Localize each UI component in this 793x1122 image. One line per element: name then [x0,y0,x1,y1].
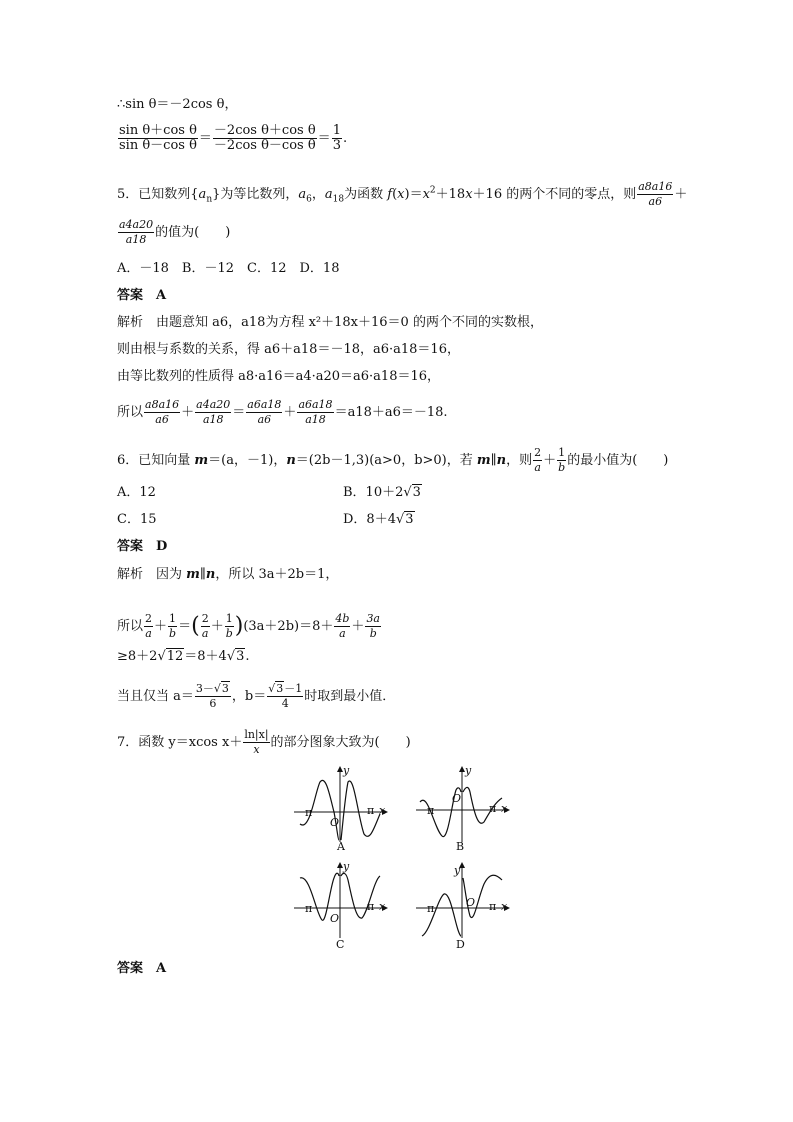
denominator: a6 [648,195,663,208]
fraction [365,612,381,641]
pi-label: π [367,804,375,817]
graph-letter: D [456,938,465,951]
text: C．15 [117,512,157,527]
fraction-equation [117,124,347,153]
y-axis-label: y [343,764,350,777]
answer-6 [117,538,167,556]
fraction [144,398,180,427]
origin-label: O [466,896,476,909]
graph-letter: A [337,840,345,853]
radicand: 3 [236,649,245,664]
text: ＋ [283,405,297,420]
denominator: 6 [209,697,217,710]
origin-label: O [330,816,340,829]
radicand: 12 [166,649,184,664]
fraction [243,728,269,757]
paren: ) [234,613,244,639]
fraction [118,218,154,247]
pi-label: π [489,900,497,913]
denominator: b [225,627,233,640]
paren: ( [191,613,200,639]
numerator: 1 [332,123,341,138]
y-axis-label: y [343,860,350,873]
x-axis-label: x [501,802,508,815]
numerator: a8a16 [638,180,673,193]
graph-a [290,762,390,852]
text: 则由根与系数的关系，得 a6＋a18＝－18，a6·a18＝16， [117,342,460,357]
denominator: b [558,461,566,474]
fraction [267,682,303,711]
question-5-options [117,260,339,278]
fraction [246,398,282,427]
numerator: 1 [225,612,233,625]
text: 5．已知数列{ [117,187,199,202]
var: x [422,187,430,202]
text: ＋ [351,619,365,634]
text: 的值为( ) [155,225,231,240]
text: 所以 [117,405,144,420]
numerator: ln|x| [244,728,269,741]
denominator: x [253,743,260,756]
var: x [397,187,405,202]
text: 答案 A [117,288,167,303]
text: ＋ [674,187,688,202]
text: ，所以 3a＋2b＝1， [215,567,339,582]
parallel-symbol: ∥ [199,567,206,582]
denominator: a [339,627,346,640]
y-axis-label: y [454,864,461,877]
fraction [144,612,153,641]
option-6c [117,511,157,529]
fraction [195,682,231,711]
graph-b [412,762,512,852]
numerator: a8a16 [145,398,180,411]
fraction [332,124,342,153]
numerator: 2 [201,612,209,625]
text: 解析 由题意知 a6，a18为方程 x²＋18x＋16＝0 的两个不同的实数根， [117,315,543,330]
numerator: －2cos θ＋cos θ [213,123,316,138]
text: ，b＝ [231,689,267,704]
solution-5-line-1 [117,314,543,332]
denominator: a18 [202,413,224,426]
text: 6．已知向量 [117,453,195,468]
text: ＝(a，－1)， [208,453,287,468]
graph-letter: B [456,840,465,853]
text: ＝ [232,405,246,420]
fraction [334,612,350,641]
numerator: sin θ＋cos θ [119,123,197,138]
radicand: 3 [412,485,421,500]
vector-n: n [496,453,507,468]
numerator: 2 [534,446,542,459]
text: ＋16 的两个不同的零点，则 [472,187,637,202]
fraction [195,398,231,427]
text: 7．函数 y＝xcos x＋ [117,735,243,750]
denominator: b [169,627,177,640]
solution-5-line-3 [117,368,440,386]
var: x [465,187,473,202]
text: )＝ [404,187,423,202]
numerator: a4a20 [119,218,154,231]
text: 的部分图象大致为( ) [270,735,411,750]
text: 的最小值为( ) [567,453,669,468]
numerator: 4b [335,612,350,625]
denominator: a [201,627,209,640]
equals: ＝ [317,131,331,146]
solution-6-line-4 [117,682,395,711]
text: 答案 A [117,961,167,976]
graph-letter: C [336,938,345,951]
answer-7 [117,960,166,978]
text: 3－ [195,682,214,695]
subscript: 6 [306,194,312,205]
text: ＋18 [435,187,466,202]
question-6 [117,446,668,475]
text: ( [392,187,398,202]
subscript: n [206,194,213,205]
numerator: a6a18 [298,398,333,411]
neg-pi-label: －π [416,804,435,817]
denominator: a6 [155,413,169,426]
text: A．12 [117,485,156,500]
numerator: 2 [145,612,153,625]
x-axis-label: x [379,804,386,817]
text: ＋ [210,619,224,634]
vector-n: n [286,453,296,468]
numerator: 1 [169,612,177,625]
text: B．10＋2 [343,485,404,500]
text: 所以 [117,619,144,634]
radicand: 3 [276,682,284,695]
text: ＝a18＋a6＝－18. [334,405,448,420]
solution-5-line-2 [117,341,460,359]
question-5 [117,180,687,209]
pi-label: π [489,802,497,815]
denominator: a18 [305,413,326,426]
text: 为函数 [344,187,388,202]
text: D．8＋4 [343,512,396,527]
var: f [387,187,393,202]
numerator: 3a [366,612,380,625]
origin-label: O [452,792,462,805]
solution-6-line-2 [117,612,382,641]
denominator: a [534,461,541,474]
numerator: 1 [558,446,566,459]
text: ＝(2b－1,3)(a>0，b>0)，若 [295,453,477,468]
text: ＝ [178,619,192,634]
parallel-symbol: ∥ [490,453,497,468]
x-axis-label: x [379,900,386,913]
option-6a [117,484,156,502]
text: A．－18 B．－12 C．12 D．18 [117,261,340,276]
solution-5-line-4 [117,398,448,427]
neg-pi-label: －π [294,902,313,915]
vector-m: m [194,453,209,468]
pi-label: π [367,900,375,913]
vector-m: m [186,567,200,582]
x-axis-label: x [501,900,508,913]
denominator: b [369,627,377,640]
fraction [297,398,333,427]
denominator: －2cos θ－cos θ [213,138,316,153]
solution-line [117,96,237,114]
option-6d: D．8＋4√3 [343,512,414,527]
text: ∴sin θ＝－2cos θ， [117,97,238,112]
denominator: 4 [281,697,289,710]
fraction [213,124,317,153]
text: (3a＋2b)＝8＋ [243,619,334,634]
text: . [245,649,250,664]
text: }为等比数列， [212,187,299,202]
text: 答案 D [117,539,168,554]
fraction [225,612,234,641]
text: ，则 [506,453,533,468]
text: 由等比数列的性质得 a8·a16＝a4·a20＝a6·a18＝16， [117,369,441,384]
text: ＝8＋4 [184,649,227,664]
numerator: √3－1 [268,682,303,695]
fraction [637,180,673,209]
question-7 [117,728,411,757]
text: 当且仅当 a＝ [117,689,194,704]
denominator: a18 [125,233,147,246]
subscript: 18 [332,194,345,205]
text: ＋ [181,405,195,420]
text: ≥8＋2 [117,649,158,664]
origin-label: O [330,912,340,925]
radicand: 3 [221,682,229,695]
fraction [168,612,177,641]
var: a [298,187,307,202]
solution-6-line-1 [117,566,338,584]
graph-d [412,858,512,950]
text: 时取到最小值． [304,689,396,704]
period: . [342,131,348,146]
denominator: 3 [332,138,341,153]
equals: ＝ [198,131,212,146]
vector-n: n [205,567,216,582]
var: a [324,187,333,202]
text: －1 [284,682,303,695]
solution-6-line-3: ≥8＋2√12＝8＋4√3. [117,649,250,664]
denominator: sin θ－cos θ [119,138,197,153]
question-5-cont [117,218,230,247]
fraction [118,124,198,153]
option-6b: B．10＋2√3 [343,485,421,500]
fraction [533,446,542,475]
fraction [557,446,566,475]
numerator: a4a20 [196,398,231,411]
neg-pi-label: －π [294,806,313,819]
numerator: 3－√3 [195,682,229,695]
graph-c [290,858,390,950]
denominator: a6 [257,413,272,426]
var: a [198,187,207,202]
text: 解析 因为 [117,567,187,582]
text: ＋ [154,619,168,634]
denominator: a [145,627,152,640]
fraction [201,612,210,641]
neg-pi-label: －π [416,902,435,915]
y-axis-label: y [465,764,472,777]
superscript: 2 [429,185,436,196]
text: ＋ [543,453,557,468]
answer-5 [117,287,166,305]
vector-m: m [476,453,491,468]
radicand: 3 [405,512,414,527]
text: ， [311,187,325,202]
numerator: a6a18 [247,398,282,411]
